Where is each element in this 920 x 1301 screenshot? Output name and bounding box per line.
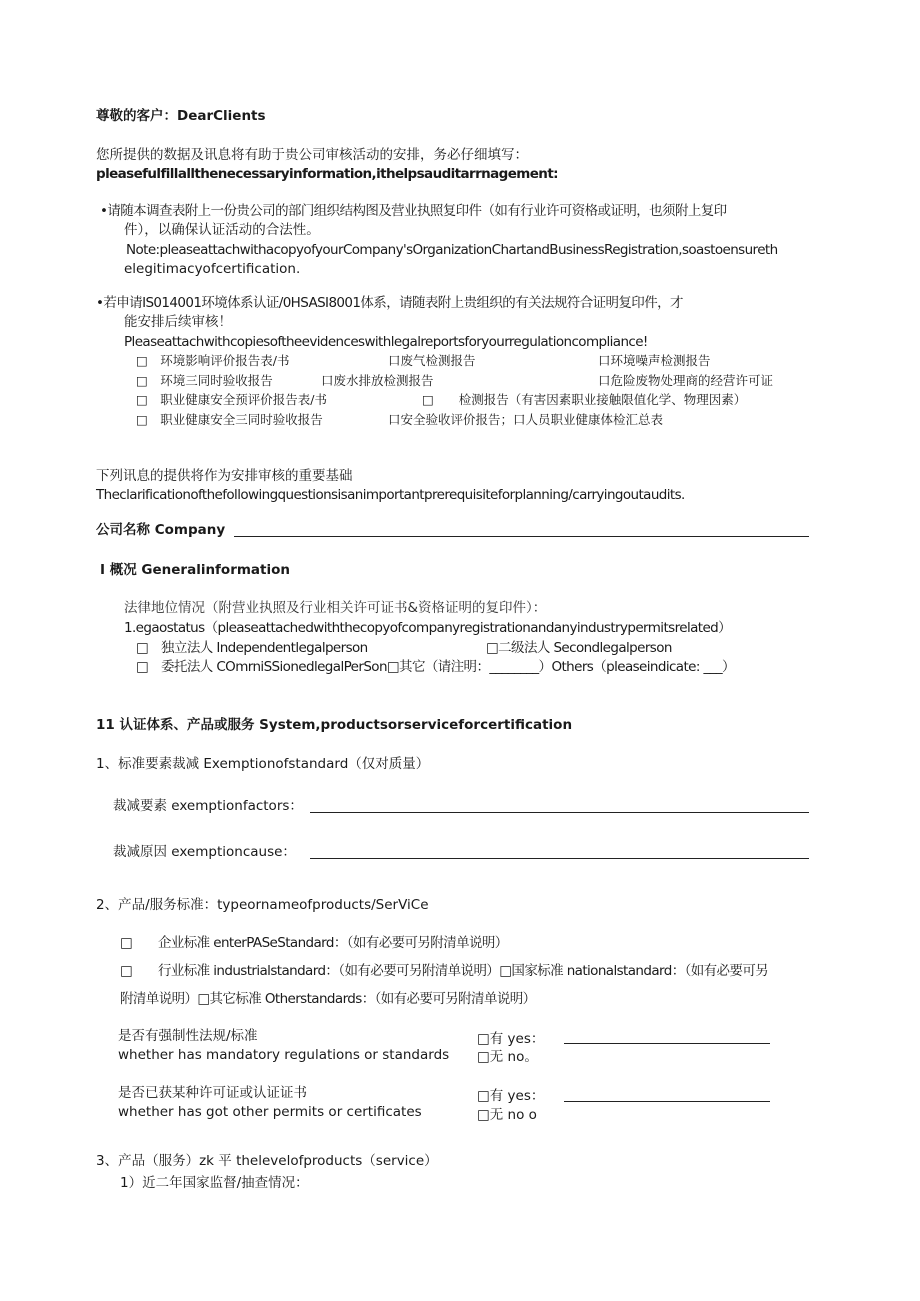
note1-cn-line1: •请随本调查表附上一份贵公司的部门组织结构图及营业执照复印件（如有行业许可资格或证明，也须附上复印 bbox=[100, 203, 727, 219]
checklist-item[interactable]: 口危险废物处理商的经营许可证 bbox=[598, 373, 774, 388]
section1-title: I 概况 Generalinformation bbox=[100, 562, 291, 578]
permits-en: whether has got other permits or certificates bbox=[118, 1104, 422, 1120]
checklist-item[interactable]: □ 检测报告（有害因素职业接触限值化学、物理因素） bbox=[422, 392, 747, 407]
mandatory-yes-input-line[interactable] bbox=[564, 1043, 770, 1044]
permits-cn: 是否已获某种许可证或认证证书 bbox=[118, 1085, 307, 1101]
intro-en: pleasefulfillallthenecessaryinformation,ithelpsauditarrnagement: bbox=[96, 166, 558, 182]
checklist-item[interactable]: 口安全验收评价报告；口人员职业健康体检汇总表 bbox=[388, 412, 664, 427]
enterprise-standard-option[interactable]: □ 企业标准 enterPASeStandard：（如有必要可另附清单说明） bbox=[120, 935, 508, 951]
mandatory-regulations-en: whether has mandatory regulations or standards bbox=[118, 1047, 450, 1063]
mandatory-yes-checkbox[interactable]: □有 yes： bbox=[477, 1031, 545, 1047]
other-standard-option[interactable]: 附清单说明）□其它标准 Otherstandards：（如有必要可另附清单说明） bbox=[120, 991, 536, 1007]
legal-option-commissioned-other[interactable]: □ 委托法人 COmrniSSionedlegalPerSon□其它（请注明：________）Others（pleaseindicate: ___） bbox=[136, 659, 735, 675]
exemption-factors-input-line[interactable] bbox=[310, 812, 809, 813]
permits-yes-checkbox[interactable]: □有 yes： bbox=[477, 1088, 545, 1104]
section2-title: 11 认证体系、产品或服务 System,productsorserviceforcertification bbox=[96, 717, 573, 733]
mandatory-no-checkbox[interactable]: □无 no。 bbox=[477, 1049, 538, 1065]
checklist-item[interactable]: 口环境噪声检测报告 bbox=[598, 353, 711, 368]
legal-status-cn: 法律地位情况（附营业执照及行业相关许可证书&资格证明的复印件）： bbox=[124, 600, 547, 616]
checklist-item[interactable]: 口废水排放检测报告 bbox=[321, 373, 434, 388]
exemption-cause-label: 裁减原因 exemptioncause： bbox=[113, 844, 296, 860]
checklist-item[interactable]: □ 环境影响评价报告表/书 bbox=[136, 353, 290, 368]
legal-option-second[interactable]: □二级法人 Secondlegalperson bbox=[486, 640, 672, 656]
checklist-item[interactable]: 口废气检测报告 bbox=[388, 353, 476, 368]
note1-en-line1: Note:pleaseattachwithacopyofyourCompany'sOrganizationChartandBusinessRegistration,soastoensureth bbox=[126, 242, 778, 258]
q3-product-level: 3、产品（服务）zk 平 thelevelofproducts（service） bbox=[96, 1153, 438, 1169]
checklist-item[interactable]: □ 职业健康安全预评价报告表/书 bbox=[136, 392, 328, 407]
basis-cn: 下列讯息的提供将作为安排审核的重要基础 bbox=[96, 468, 353, 484]
basis-en: Theclarificationofthefollowingquestionsisanimportantprerequisiteforplanning/carryingoutaudits. bbox=[96, 487, 685, 503]
greeting: 尊敬的客户：DearClients bbox=[96, 108, 266, 124]
note2-cn-line2: 能安排后续审核！ bbox=[124, 314, 232, 330]
legal-status-en: 1.egaostatus（pleaseattachedwiththecopyofcompanyregistrationandanyindustrypermitsrelated） bbox=[124, 620, 732, 636]
mandatory-regulations-cn: 是否有强制性法规/标准 bbox=[118, 1028, 258, 1044]
company-label: 公司名称 Company bbox=[96, 522, 226, 538]
checklist-item[interactable]: □ 环境三同时验收报告 bbox=[136, 373, 273, 388]
note2-cn-line1: •若申请IS014001环境体系认证/0HSASI8001体系，请随表附上贵组织的有关法规符合证明复印件，才 bbox=[96, 295, 683, 311]
exemption-factors-label: 裁减要素 exemptionfactors： bbox=[113, 798, 303, 814]
permits-no-checkbox[interactable]: □无 no o bbox=[477, 1107, 537, 1123]
q2-product-standard: 2、产品/服务标准：typeornameofproducts/SerViCe bbox=[96, 897, 429, 913]
legal-option-independent[interactable]: □ 独立法人 Independentlegalperson bbox=[136, 640, 368, 656]
permits-yes-input-line[interactable] bbox=[564, 1101, 770, 1102]
company-input-line[interactable] bbox=[234, 536, 809, 537]
industrial-national-standard-option[interactable]: □ 行业标准 industrialstandard：（如有必要可另附清单说明）□国家标准 nationalstandard：（如有必要可另 bbox=[120, 963, 769, 979]
note1-cn-line2: 件），以确保认证活动的合法性。 bbox=[124, 222, 320, 238]
checklist-item[interactable]: □ 职业健康安全三同时验收报告 bbox=[136, 412, 323, 427]
q1-exemption: 1、标准要素裁减 Exemptionofstandard（仅对质量） bbox=[96, 756, 430, 772]
intro-cn: 您所提供的数据及讯息将有助于贵公司审核活动的安排，务必仔细填写： bbox=[96, 147, 528, 163]
note1-en-line2: elegitimacyofcertification. bbox=[124, 261, 301, 277]
note2-en-line1: Pleaseattachwithcopiesoftheevidenceswithlegalreportsforyourregulationcompliance! bbox=[124, 334, 648, 350]
q3-national-inspection: 1）近二年国家监督/抽查情况： bbox=[120, 1175, 309, 1191]
exemption-cause-input-line[interactable] bbox=[310, 858, 809, 859]
